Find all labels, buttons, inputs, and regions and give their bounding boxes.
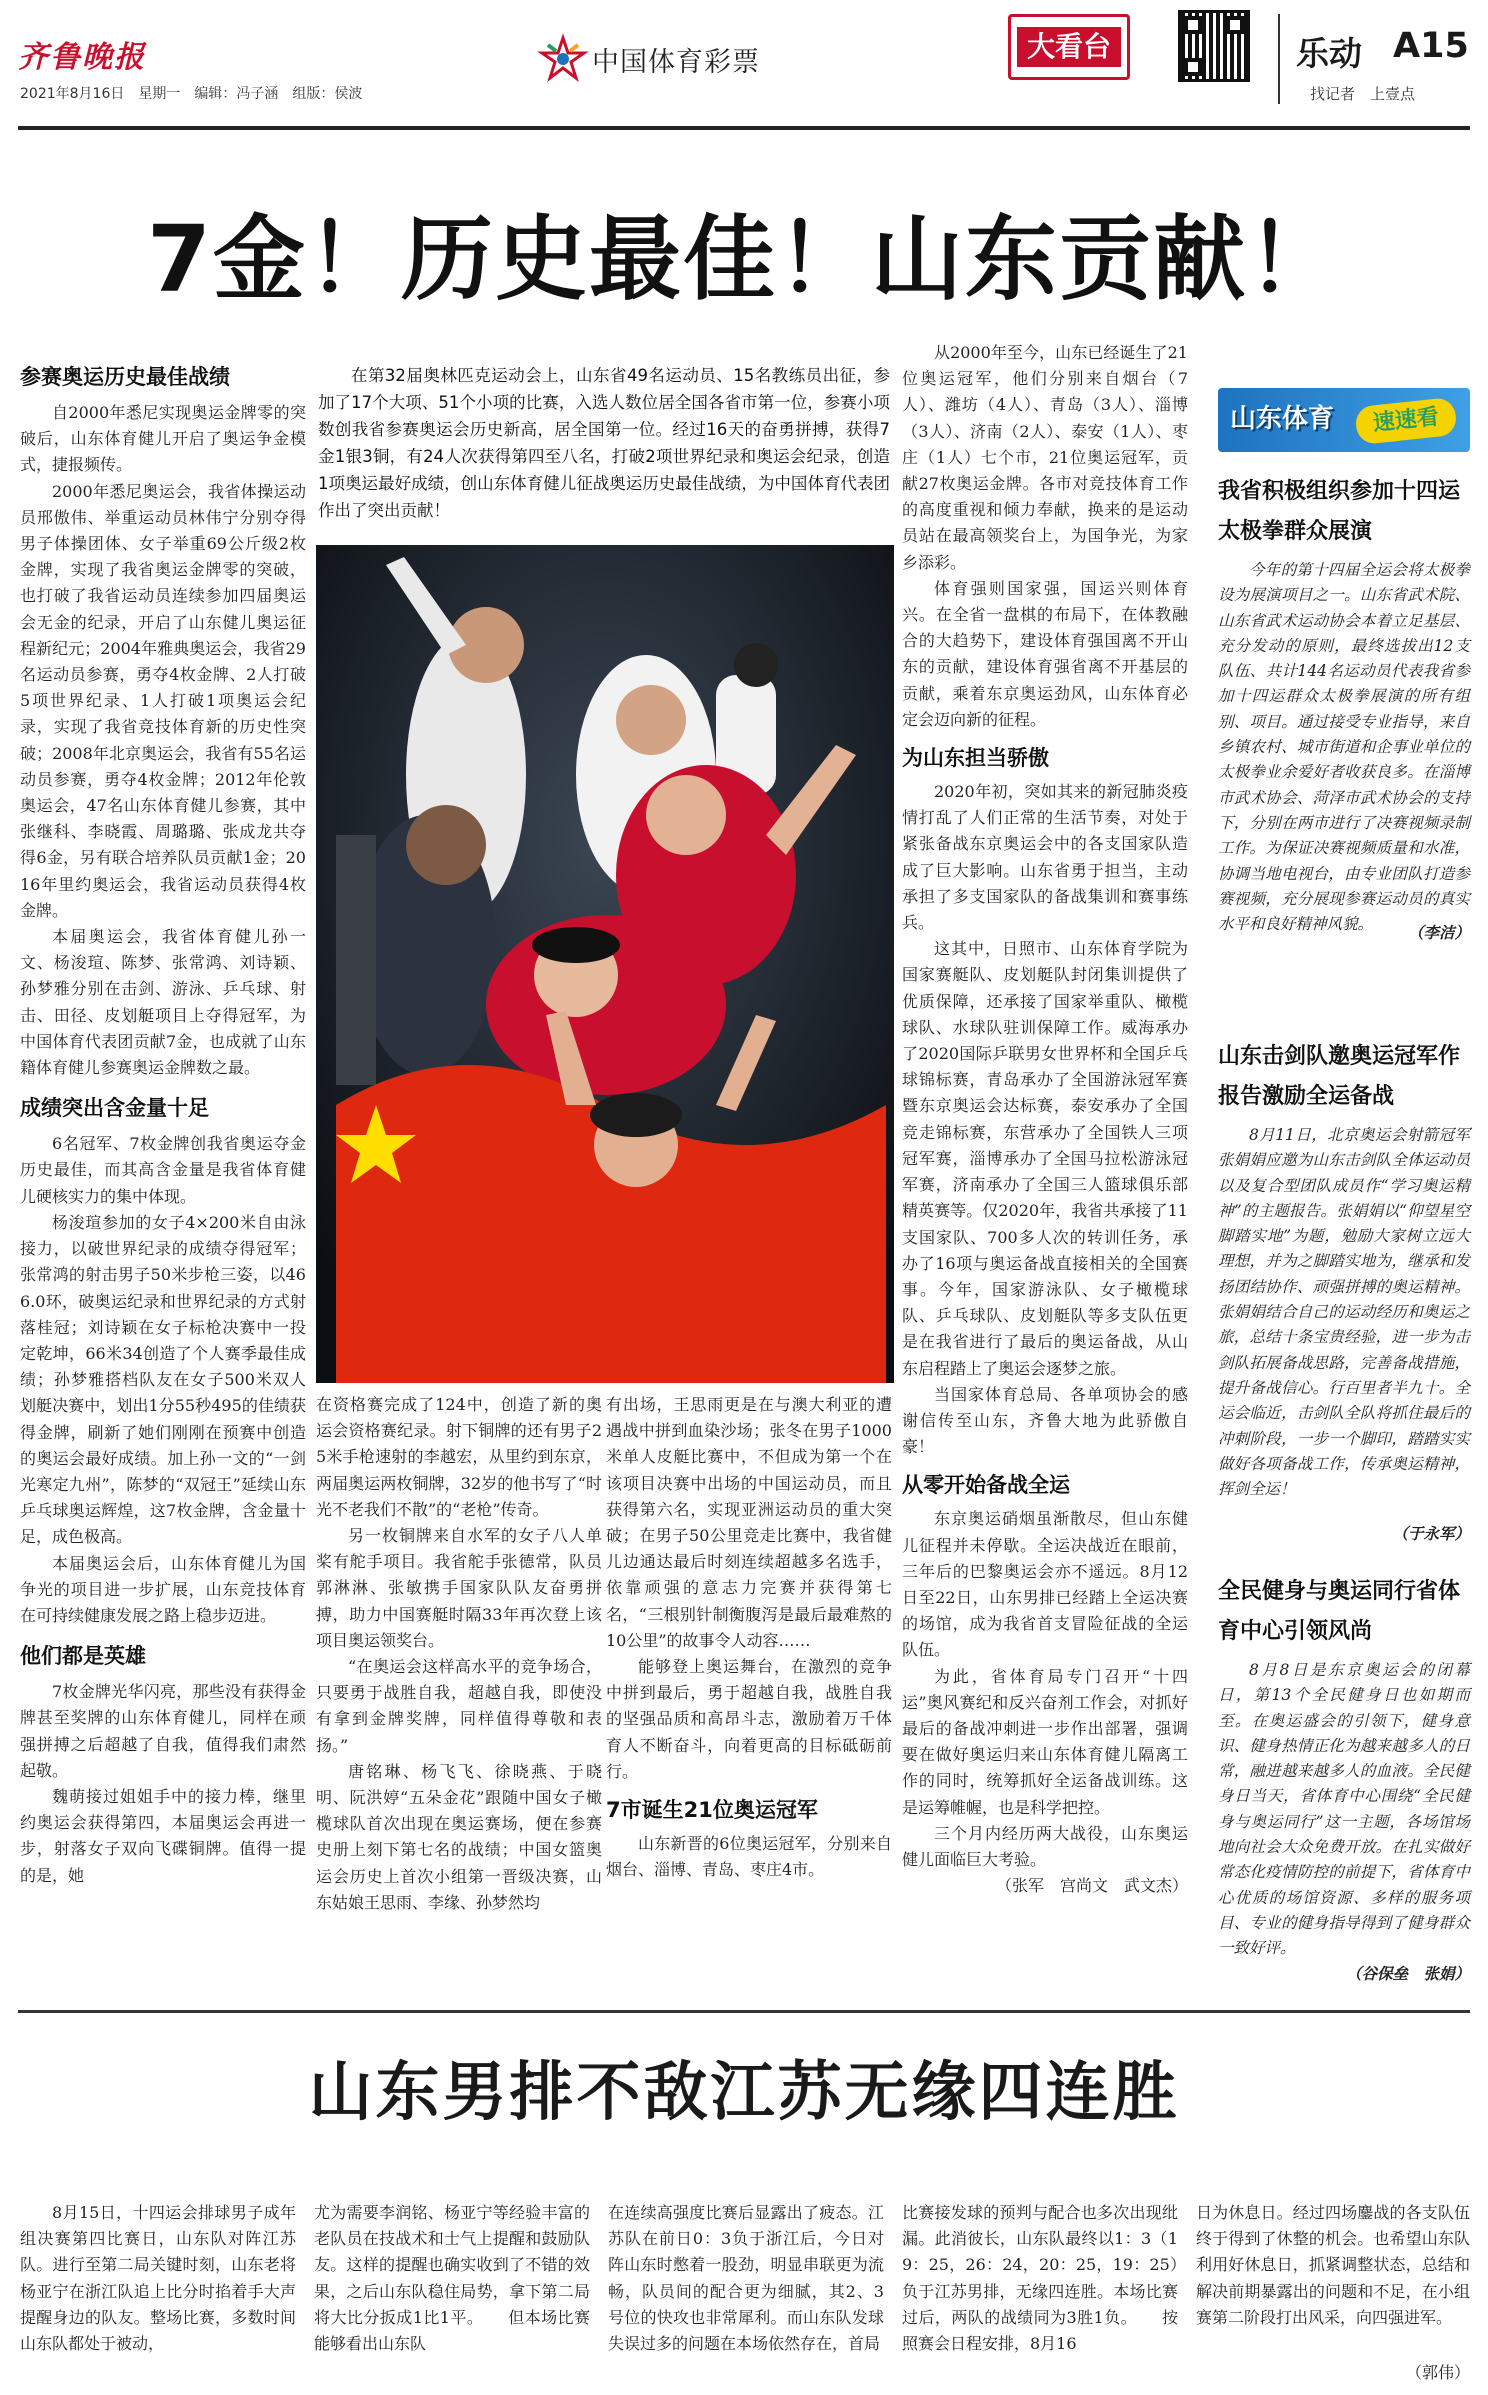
paragraph: 2000年悉尼奥运会，我省体操运动员邢傲伟、举重运动员林伟宁分别夺得男子体操团体、女子举重69公斤级2枚金牌，实现了我省奥运金牌零的突破，也打破了我省运动员连续参加四届奥运会无金的纪录，开启了山东健儿奥运征程新纪元；2004年雅典奥运会，我省29名运动员参赛，勇夺4枚金牌、2人打破5项世界纪录、1人打破1项奥运会纪录，实现了我省竞技体育新的历史性突破；2008年北京奥运会，我省有55名运动员参赛，勇夺4枚金牌；2012年伦敦奥运会，47名山东体育健儿参赛，其中张继科、李晓霞、周璐璐、张成龙共夺得6金，另有联合培养队员贡献1金；2016年里约奥运会，我省运动员获得4枚金牌。 (20, 481, 306, 920)
paragraph: 在资格赛完成了124中，创造了新的奥运会资格赛纪录。射下铜牌的还有男子25米手枪速射的李越宏，从里约到东京，两届奥运两枚铜牌，32岁的他书写了“时光不老我们不散”的“老枪”传奇。 (316, 1395, 602, 1519)
sidebar-story-title: 我省积极组织参加十四运太极拳群众展演 (1218, 479, 1461, 544)
paragraph: 杨浚瑄参加的女子4×200米自由泳接力，以破世界纪录的成绩夺得冠军；张常鸿的射击男子50米步枪三姿，以466.0环，破奥运纪录和世界纪录的方式射落桂冠；刘诗颖在女子标枪决赛中一投定乾坤，66米34创造了个人赛季最佳成绩；孙梦雅搭档队友在女子500米双人划艇决赛中，划出1分55秒495的佳绩获得金牌，刷新了她们刚刚在预赛中创造的奥运会最好成绩。加上孙一文的“一剑光寒定九州”，陈梦的“双冠王”延续山东乒乓球奥运辉煌，这7枚金牌，含金量十足，成色极高。 (20, 1212, 306, 1547)
paragraph: 魏萌接过姐姐手中的接力棒，继里约奥运会获得第四，本届奥运会再进一步，射落女子双向飞碟铜牌。值得一提的是，她 (20, 1786, 306, 1885)
section-heading: 从零开始备战全运 (902, 1473, 1070, 1498)
date-line: 2021年8月16日 星期一 编辑：冯子涵 组版：侯波 (20, 86, 363, 102)
paragraph: 三个月内经历两大战役，山东奥运健儿面临巨大考验。 (902, 1823, 1188, 1869)
lead-paragraph: 在第32届奥林匹克运动会上，山东省49名运动员、15名教练员出征，参加了17个大项、51个小项的比赛，入选人数位居全国各省市第一位，参赛小项数创我省参赛奥运会历史新高，居全国第一位。经过16天的奋勇拼搏，获得7金1银3铜，有24人次获得第四至八名，打破2项世界纪录和奥运会纪录，创造1项奥运最好成绩，创山东体育健儿征战奥运历史最佳战绩，为中国体育代表团作出了突出贡献！ (318, 366, 890, 520)
paragraph: 当国家体育总局、各单项协会的感谢信传至山东，齐鲁大地为此骄傲自豪！ (902, 1384, 1188, 1457)
paragraph: 另一枚铜牌来自水军的女子八人单桨有舵手项目。我省舵手张德常，队员郭淋淋、张敏携手国家队队友奋勇拼搏，助力中国赛艇时隔33年再次登上该项目奥运领奖台。 (316, 1526, 602, 1650)
paragraph: “在奥运会这样高水平的竞争场合，只要勇于战胜自我，超越自我，即使没有拿到金牌奖牌，同样值得尊敬和表扬。” (316, 1657, 602, 1755)
paragraph: 7枚金牌光华闪亮，那些没有获得金牌甚至奖牌的山东体育健儿，同样在顽强拼搏之后超越了自我，值得我们肃然起敬。 (20, 1682, 306, 1780)
paragraph: 今年的第十四届全运会将太极拳设为展演项目之一。山东省武术院、山东省武术运动协会本着立足基层、充分发动的原则，最终选拔出12支队伍、共计144名运动员代表我省参加十四运群众太极拳展演的所有组别、项目。通过接受专业指导，来自乡镇农村、城市街道和企事业单位的太极拳业余爱好者收获良多。在淄博市武术协会、菏泽市武术协会的支持下，分别在两市进行了决赛视频录制工作。为保证决赛视频质量和水准，协调当地电视台，由专业团队打造参赛视频，充分展现参赛运动员的真实水平和良好精神风貌。 (1218, 561, 1470, 934)
reporter-line: 找记者 上壹点 (1310, 85, 1416, 103)
section-heading: 他们都是英雄 (20, 1644, 146, 1669)
byline: （李洁） (1407, 923, 1470, 942)
paragraph: 为此，省体育局专门召开“十四运”奥风赛纪和反兴奋剂工作会，对抓好最后的备战冲刺进一步作出部署，强调要在做好奥运归来山东体育健儿隔离工作的同时，统筹抓好全运备战训练。这是运筹帷幄，也是科学把控。 (902, 1666, 1188, 1817)
paragraph: 能够登上奥运舞台，在激烈的竞争中拼到最后，勇于超越自我，战胜自我的坚强品质和高昂斗志，激励着万千体育人不断奋斗，向着更高的目标砥砺前行。 (606, 1657, 892, 1781)
sidebar-banner: 山东体育 速速看 (1218, 388, 1470, 452)
paragraph: 体育强则国家强，国运兴则体育兴。在全省一盘棋的布局下，在体教融合的大趋势下，建设体育强国离不开山东的贡献，建设体育强省离不开基层的贡献，乘着东京奥运劲风，山东体育必定会迈向新的征程。 (902, 578, 1188, 729)
paragraph: 8月11日，北京奥运会射箭冠军张娟娟应邀为山东击剑队全体运动员以及复合型团队成员作“学习奥运精神”的主题报告。张娟娟以“仰望星空 脚踏实地”为题，勉励大家树立远大理想，并为之脚踏实地为，继承和发扬团结协作、顽强拼搏的奥运精神。张娟娟结合自己的运动经历和奥运之旅，总结十条宝贵经验，进一步为击剑队拓展备战思路，完善备战措施，提升备战信心。行百里者半九十。全运会临近，击剑队全队将抓住最后的冲刺阶段，一步一个脚印，踏踏实实做好各项备战工作，传承奥运精神，挥剑全运！ (1218, 1126, 1486, 1499)
column-1 (20, 362, 306, 2002)
byline: （郭伟） (1405, 2363, 1470, 2382)
paragraph: 尤为需要李润铭、杨亚宁等经验丰富的老队员在技战术和士气上提醒和鼓励队友。这样的提醒也确实收到了不错的效果，之后山东队稳住局势，拿下第二局将大比分扳成1比1平。 但本场比赛能够看出山东队 (314, 2203, 590, 2354)
paragraph: 从2000年至今，山东已经诞生了21位奥运冠军，他们分别来自烟台（7人）、潍坊（4人）、青岛（3人）、淄博（3人）、济南（2人）、泰安（1人）、枣庄（1人）七个市，21位奥运冠军，贡献27枚奥运金牌。各市对竞技体育工作的高度重视和倾力奉献，换来的是运动员站在最高领奖台上，为国争光，为家乡添彩。 (902, 343, 1188, 572)
athletes-photo (316, 545, 894, 1383)
sidebar (1218, 362, 1486, 2002)
page-headline: 7金！历史最佳！山东贡献！ (146, 206, 1341, 313)
section-heading: 7市诞生21位奥运冠军 (606, 1798, 818, 1823)
paragraph: 比赛接发球的预判与配合也多次出现纰漏。此消彼长，山东队最终以1：3（19：25，26：24，20：25，19：25）负于江苏男排，无缘四连胜。本场比赛过后，两队的战绩同为3胜1负。 按照赛会日程安排，8月16 (902, 2203, 1178, 2354)
paragraph: 本届奥运会后，山东体育健儿为国争光的项目进一步扩展，山东竞技体育在可持续健康发展之路上稳步迈进。 (20, 1553, 306, 1625)
paragraph: 东京奥运硝烟虽渐散尽，但山东健儿征程并未停歇。全运决战近在眼前，三年后的巴黎奥运会亦不遥远。8月12日至22日，山东男排已经踏上全运决赛的场馆，成为我省首支冒险征战的全运队伍。 (902, 1509, 1188, 1660)
column-3 (606, 1392, 892, 2002)
section-heading: 为山东担当骄傲 (902, 746, 1049, 771)
paragraph: 2020年初，突如其来的新冠肺炎疫情打乱了人们正常的生活节奏，对处于紧张备战东京奥运会中的各支国家队造成了巨大影响。山东省勇于担当，主动承担了多支国家队的备战集训和赛事练兵。 (902, 782, 1188, 933)
bottom-columns (20, 2200, 1470, 2390)
column-2 (316, 1392, 602, 2002)
byline: （谷保垒 张娟） (1345, 1964, 1470, 1983)
paragraph: 唐铭琳、杨飞飞、徐晓燕、于晓明、阮洪婷“五朵金花”跟随中国女子橄榄球队首次出现在奥运赛场，便在参赛史册上刻下第七名的战绩；中国女篮奥运会历史上首次小组第一晋级决赛，山东姑娘王思雨、李缘、孙梦然均 (316, 1761, 602, 1912)
paragraph: 自2000年悉尼实现奥运金牌零的突破后，山东体育健儿开启了奥运争金模式，捷报频传。 (20, 403, 306, 475)
lottery-star-icon (540, 35, 586, 81)
paragraph: 8月15日，十四运会排球男子成年组决赛第四比赛日，山东队对阵江苏队。进行至第二局关键时刻，山东老将杨亚宁在浙江队追上比分时掐着手大声提醒身边的队友。整场比赛，多数时间山东队都处于被动， (20, 2203, 296, 2354)
sidebar-story-title: 全民健身与奥运同行省体育中心引领风尚 (1218, 1579, 1461, 1644)
byline: （张军 宫尚文 武文杰） (995, 1876, 1188, 1896)
sidebar-story-title: 山东击剑队邀奥运冠军作报告激励全运备战 (1218, 1044, 1461, 1109)
page-number: A15 (1393, 26, 1469, 66)
section-badge: 大看台 (1008, 14, 1130, 80)
column-4 (902, 340, 1188, 2002)
paragraph: 这其中，日照市、山东体育学院为国家赛艇队、皮划艇队封闭集训提供了优质保障，还承接了国家举重队、橄榄球队、水球队驻训保障工作。威海承办了2020国际乒联男女世界杯和全国乒乓球锦标赛，青岛承办了全国游泳冠军赛暨东京奥运会达标赛，泰安承办了全国竞走锦标赛，东营承办了全国铁人三项冠军赛，淄博承办了全国马拉松游泳冠军赛，济南承办了全国三人篮球俱乐部精英赛等。仅2020年，我省共承接了11支国家队、700多人次的转训任务，承办了16项与奥运备战直接相关的全国赛事。今年，国家游泳队、女子橄榄球队、乒乓球队、皮划艇队等多支队伍更是在我省进行了最后的奥运备战，从山东启程踏上了奥运会逐梦之旅。 (902, 939, 1188, 1378)
paragraph: 6名冠军、7枚金牌创我省奥运夺金历史最佳，而其高含金量是我省体育健儿硬核实力的集中体现。 (20, 1134, 306, 1206)
paragraph: 有出场，王思雨更是在与澳大利亚的遭遇战中拼到血染沙场；张冬在男子1000米单人皮艇比赛中，不但成为第一个在该项目决赛中出场的中国运动员，而且获得第六名，实现亚洲运动员的重大突破；在男子50公里竞走比赛中，我省健儿边通达最后时刻连续超越多名选手，依靠顽强的意志力完赛并获得第七名，“三根别针制衡腹泻是最后最难熬的10公里”的故事令人动容…… (606, 1395, 892, 1650)
paper-logo: 齐鲁晚报 (18, 40, 146, 75)
sponsor-name: 中国体育彩票 (592, 47, 760, 78)
paragraph: 日为休息日。经过四场鏖战的各支队伍终于得到了休整的机会。也希望山东队利用好休息日，抓紧调整状态，总结和解决前期暴露出的问题和不足，在小组赛第二阶段打出风采，向四强进军。 (1196, 2203, 1470, 2327)
masthead (18, 10, 1470, 130)
section-heading: 成绩突出含金量十足 (20, 1096, 209, 1121)
paragraph: 在连续高强度比赛后显露出了疲态。江苏队在前日0：3负于浙江后，今日对阵山东时憋着一股劲，明显串联更为流畅，队员间的配合更为细腻，其2、3号位的快攻也非常犀利。而山东队发球失误过多的问题在本场依然存在，首局 (608, 2203, 884, 2354)
byline: （于永军） (1392, 1524, 1470, 1543)
qr-code (1178, 10, 1250, 82)
section-heading: 参赛奥运历史最佳战绩 (20, 365, 230, 389)
section-divider (18, 2010, 1470, 2013)
paragraph: 8月8日是东京奥运会的闭幕日，第13个全民健身日也如期而至。在奥运盛会的引领下，健身意识、健身热情正化为越来越多人的日常，融进越来越多人的血液。全民健身日当天，省体育中心围绕“全民健身与奥运同行”这一主题，各场馆场地向社会大众免费开放。在扎实做好常态化疫情防控的前提下，省体育中心优质的场馆资源、多样的服务项目、专业的健身指导得到了健身群众一致好评。 (1218, 1661, 1470, 1958)
bottom-headline: 山东男排不敌江苏无缘四连胜 (308, 2056, 1180, 2130)
paragraph: 本届奥运会，我省体育健儿孙一文、杨浚瑄、陈梦、张常鸿、刘诗颖、孙梦雅分别在击剑、游泳、乒乓球、射击、田径、皮划艇项目上夺得冠军，为中国体育代表团贡献7金，也成就了山东籍体育健儿参赛奥运金牌数之最。 (20, 927, 306, 1078)
section-name: 乐动 (1296, 34, 1362, 73)
paragraph: 山东新晋的6位奥运冠军，分别来自烟台、淄博、青岛、枣庄4市。 (606, 1834, 892, 1880)
